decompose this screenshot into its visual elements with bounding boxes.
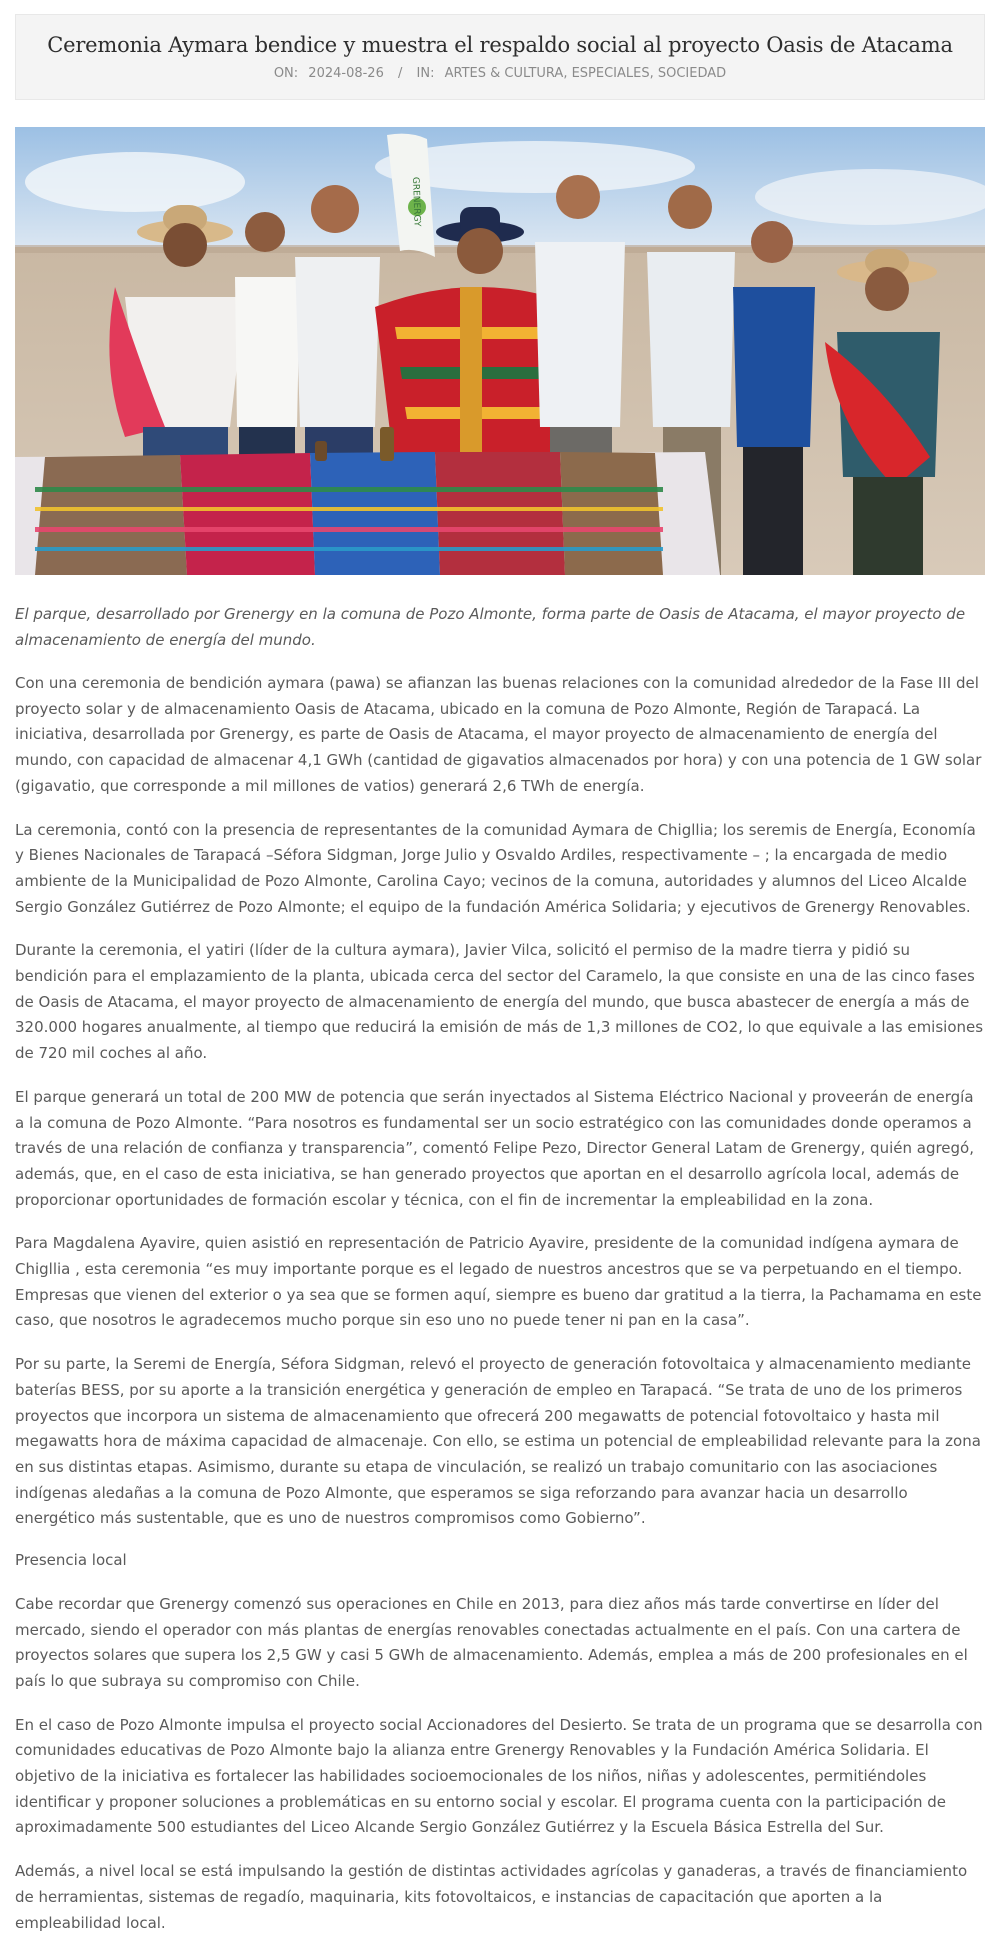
paragraph-1: Con una ceremonia de bendición aymara (pawa) se afianzan las buenas relaciones con la comunidad alrededor de la Fase III del proyecto solar y de almacenamiento Oasis de Atacama, ubicado en la comuna de Pozo Almonte, Región de Tarapacá. La iniciativa, desarrollada por Grenergy, es parte de Oasis de Atacama, el mayor proyecto de almacenamiento de energía del mundo, con capacidad de almacenar 4,1 GWh (cantidad de gigavatios almacenados por hora) y con una potencia de 1 GW solar (gigavatio, que corresponde a mil millones de vatios) generará 2,6 TWh de energía.: [15, 674, 982, 795]
meta-date: 2024-08-26: [308, 66, 384, 81]
paragraph-3: Durante la ceremonia, el yatiri (líder de la cultura aymara), Javier Vilca, solicitó el permiso de la madre tierra y pidió su bendición para el emplazamiento de la planta, ubicada cerca del sector del Caramelo, la que consiste en una de las cinco fases de Oasis de Atacama, el mayor proyecto de almacenamiento de energía del mundo, que busca abastecer de energía a más de 320.000 hogares anualmente, al tiempo que reducirá la emisión de más de 1,3 millones de CO2, lo que equivale a las emisiones de 720 mil coches al año.: [15, 941, 984, 1063]
paragraph-7: Cabe recordar que Grenergy comenzó sus operaciones en Chile en 2013, para diez años más tarde convertirse en líder del mercado, siendo el operador con más plantas de energías renovables conectadas actualmente en el país. Con una cartera de proyectos solares que supera los 2,5 GW y casi 5 GWh de almacenamiento. Además, emplea a más de 200 profesionales en el país lo que subraya su compromiso con Chile.: [15, 1594, 968, 1690]
meta-separator: /: [398, 66, 403, 81]
article-header: [15, 14, 985, 100]
article-meta: [16, 65, 984, 83]
meta-categories-link[interactable]: ARTES & CULTURA, ESPECIALES, SOCIEDAD: [444, 66, 727, 81]
paragraph-4: El parque generará un total de 200 MW de potencia que serán inyectados al Sistema Eléctrico Nacional y proveerán de energía a la comuna de Pozo Almonte. “Para nosotros es fundamental ser un socio estratégico con las comunidades donde operamos a través de una relación de confianza y transparencia”, comentó Felipe Pezo, Director General Latam de Grenergy, quién agregó, además, que, en el caso de esta iniciativa, se han generado proyectos que aportan en el desarrollo agrícola local, además de proporcionar oportunidades de formación escolar y técnica, con el fin de incrementar la empleabilidad en la zona.: [15, 1087, 974, 1209]
article: [15, 14, 985, 1936]
paragraph-5: Para Magdalena Ayavire, quien asistió en representación de Patricio Ayavire, presidente de la comunidad indígena aymara de Chigllia , esta ceremonia “es muy importante porque es el legado de nuestros ancestros que se va perpetuando en el tiempo. Empresas que vienen del exterior o ya sea que se formen aquí, siempre es bueno dar gratitud a la tierra, la Pachamama en este caso, que nosotros le agradecemos mucho porque sin eso uno no puede tener ni pan en la casa”.: [15, 1234, 982, 1330]
paragraph-6: Por su parte, la Seremi de Energía, Séfora Sidgman, relevó el proyecto de generación fotovoltaica y almacenamiento mediante baterías BESS, por su aporte a la transición energética y generación de empleo en Tarapacá. “Se trata de uno de los primeros proyectos que incorpora un sistema de almacenamiento que ofrecerá 200 megawatts de potencial fotovoltaico y hasta mil megawatts hora de máxima capacidad de almacenaje. Con ello, se estima un potencial de empleabilidad relevante para la zona en sus distintas etapas. Asimismo, durante su etapa de vinculación, se realizó un trabajo comunitario con las asociaciones indígenas aledañas a la comuna de Pozo Almonte, que esperamos se siga reforzando para avanzar hacia un desarrollo energético más sustentable, que es uno de nuestros compromisos como Gobierno”.: [15, 1355, 981, 1528]
banner-sign-text: GRENERGY: [410, 176, 422, 227]
ceremony-photo-illustration: [15, 127, 985, 575]
photo-caption: El parque, desarrollado por Grenergy en la comuna de Pozo Almonte, forma parte de Oasis de Atacama, el mayor proyecto de almacenamiento de energía del mundo.: [15, 605, 966, 649]
meta-in-label: IN:: [416, 66, 435, 81]
paragraph-8: En el caso de Pozo Almonte impulsa el proyecto social Accionadores del Desierto. Se trata de un programa que se desarrolla con comunidades educativas de Pozo Almonte bajo la alianza entre Grenergy Renovables y la Fundación América Solidaria. El objetivo de la iniciativa es fortalecer las habilidades socioemocionales de los niños, niñas y adolescentes, permitiéndoles identificar y proponer soluciones a problemáticas en su entorno social y escolar. El programa cuenta con la participación de aproximadamente 500 estudiantes del Liceo Alcande Sergio González Gutiérrez y la Escuela Básica Estrella del Sur.: [15, 1715, 983, 1837]
article-photo: [15, 127, 985, 575]
paragraph-9: Además, a nivel local se está impulsando la gestión de distintas actividades agrícolas y ganaderas, a través de financiamiento de herramientas, sistemas de regadío, maquinaria, kits fotovoltaicos, e instancias de capacitación que aporten a la empleabilidad local.: [15, 1862, 968, 1932]
subheading-presencia-local: Presencia local: [15, 1551, 127, 1570]
paragraph-2: La ceremonia, contó con la presencia de representantes de la comunidad Aymara de Chigllia; los seremis de Energía, Economía y Bienes Nacionales de Tarapacá –Séfora Sidgman, Jorge Julio y Osvaldo Ardiles, respectivamente – ; la encargada de medio ambiente de la Municipalidad de Pozo Almonte, Carolina Cayo; vecinos de la comuna, autoridades y alumnos del Liceo Alcalde Sergio González Gutiérrez de Pozo Almonte; el equipo de la fundación América Solidaria; y ejecutivos de Grenergy Renovables.: [15, 820, 976, 916]
meta-on-label: ON:: [273, 66, 299, 81]
article-title: Ceremonia Aymara bendice y muestra el respaldo social al proyecto Oasis de Atacama: [47, 33, 953, 57]
